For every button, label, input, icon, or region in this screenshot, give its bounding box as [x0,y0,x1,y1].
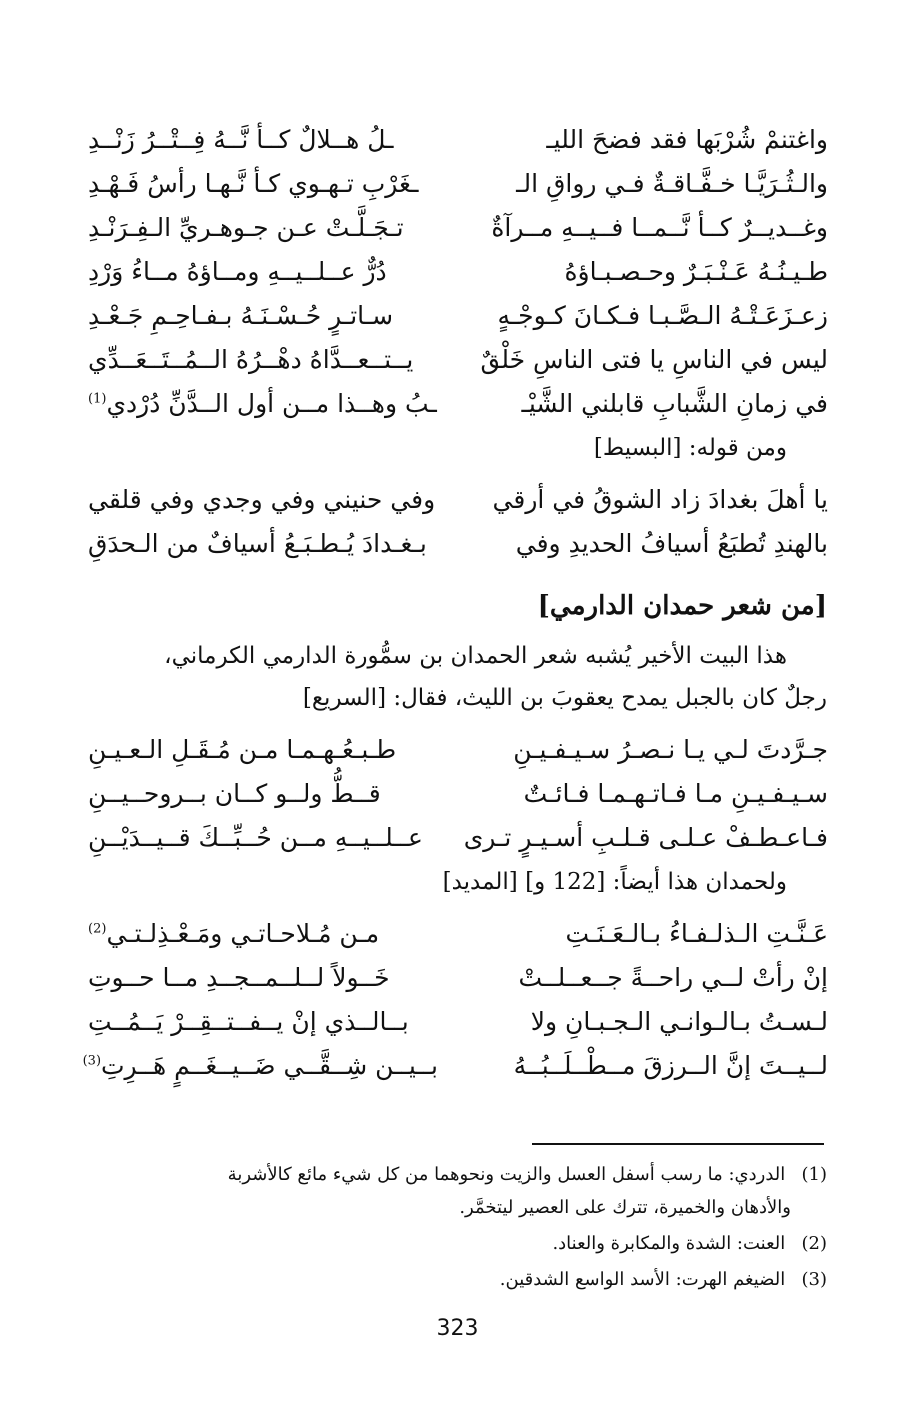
prose-line: رجلٌ كان بالجبل يمدح يعقوبَ بن الليث، فقال: [السريع] [302,685,827,711]
verse-left-hemistich: بــالــذي إنْ يــفــتــقِــرْ يَــمُــتِ [88,1007,409,1036]
verse-right-hemistich: عَـنَّـتِ الـذلـفـاءُ بـالـعَـنَـتِ [565,919,828,948]
verse-left-hemistich: يــتــعــدَّاهُ دهْــرُهُ الــمُــتَــعَــدِّي [88,345,414,374]
verse-right-hemistich: إنْ رأتْ لــي راحــةً جــعــلــتْ [518,963,828,992]
verse-row [88,382,828,426]
verse-row [88,956,828,1000]
footnote-continuation [56,1191,791,1224]
verse-right-hemistich: طـيـنُـهُ عَـنْـبَـرٌ وحـصـبـاؤهُ [564,257,828,286]
verse-row [88,912,828,956]
footnote-text: الضيغم الهرت: الأسد الواسع الشدقين. [499,1269,786,1290]
verse-left-hemistich: دُرٌّ عــلــيــهِ ومــاؤهُ مــاءُ وَرْدِ [88,257,387,286]
verse-left-hemistich: عــلــيــهِ مــن حُــبِّــكَ قــيــدَيْــنِ [88,823,423,852]
verse-right-hemistich: فـاعـطـفْ عـلـى قـلـبِ أسـيـرٍ تـرى [463,823,828,852]
verse-left-hemistich: قــطُّ ولــو كــان بــروحــيــنِ [88,779,381,808]
verse-row [88,206,828,250]
section-heading: [من شعر حمدان الدارمي] [537,591,827,621]
footnote-number: (3) [801,1269,827,1290]
page-number: 323 [436,1316,479,1341]
footnote-text: الدردي: ما رسب أسفل العسل والزيت ونحوهما من كل شيء مائع كالأشربة [227,1164,786,1185]
verse-left-hemistich [88,912,438,956]
verse-right-hemistich: يا أهلَ بغدادَ زاد الشوقُ في أرقي [492,485,828,514]
verse-right-hemistich: في زمانِ الشَّبابِ قابلني الشَّيْـ [521,389,828,418]
meter-intro: ولحمدان هذا أيضاً: [122 و] [المديد] [442,869,787,895]
footnote [92,1158,827,1191]
verse-right-hemistich: لـسـتُ بـالـوانـي الـجـبـانِ ولا [530,1007,828,1036]
verse-row [88,478,828,522]
verse-left-hemistich [82,1044,438,1088]
footnote-separator [532,1143,824,1145]
verse-text: مـن مُـلاحـاتـي ومَـعْـذِلـتـي [106,919,380,948]
verse-right-hemistich: زعـزَعَـتْـهُ الـصَّـبـا فـكـانَ كـوجْـهٍ [497,301,828,330]
verse-right-hemistich: لــيــتَ إنَّ الــرزقَ مــطْــلَــبُــهُ [513,1051,828,1080]
verse-left-hemistich: خَــولاً لــلــمــجــدِ مــا حــوتِ [88,963,390,992]
verse-left-hemistich: طـبـعُـهـمـا مـن مُـقَـلِ الـعـيـنِ [88,735,397,764]
footnote-ref: (3) [82,1053,102,1069]
footnote-number: (1) [801,1164,827,1185]
verse-row [88,772,828,816]
verse-right-hemistich: بالهندِ تُطبَعُ أسيافُ الحديدِ وفي [515,529,828,558]
verse-left-hemistich: تـجَـلَّـتْ عـن جـوهـريِّ الـفِـرَنْـدِ [88,213,404,242]
verse-right-hemistich: وغــديــرٌ كــأ نَّــمــا فــيــهِ مــرآةٌ [491,213,828,242]
verse-row [88,250,828,294]
footnote-number: (2) [801,1233,827,1254]
verse-row [88,1000,828,1044]
verse-row [88,816,828,860]
footnote-ref: (1) [88,391,107,407]
verse-row [88,118,828,162]
verse-right-hemistich: واغتنمْ شُرْبَها فقد فضحَ الليـ [546,125,828,154]
verse-row [88,162,828,206]
verse-left-hemistich: ـغَرْبِ تـهـوي كـأ نَّـهـا رأسُ فَـهْـدِ [88,169,419,198]
verse-right-hemistich: والـثُـرَيَّـا خـفَّـاقـةٌ فـي رواقِ الـ [516,169,828,198]
verse-row [88,338,828,382]
verse-left-hemistich: بـغـدادَ يُـطـبَـعُ أسيافٌ من الـحدَقِ [88,529,427,558]
meter-intro: ومن قوله: [البسيط] [593,435,787,461]
verse-row [88,294,828,338]
footnote [92,1263,827,1296]
prose-line: هذا البيت الأخير يُشبه شعر الحمدان بن سمُّورة الدارمي الكرماني، [164,643,787,669]
footnote-text: والأدهان والخميرة، تترك على العصير ليتخمَّر. [459,1197,791,1218]
footnote-text: العنت: الشدة والمكابرة والعناد. [552,1233,786,1254]
verse-right-hemistich: جـرَّدتَ لـي يـا نـصـرُ سـيـفـيـنِ [513,735,828,764]
verse-left-hemistich: سـاتـرٍ حُـسْـنَـهُ بـفـاحِـمِ جَـعْـدِ [88,301,394,330]
verse-row [88,728,828,772]
footnote-ref: (2) [88,921,107,937]
verse-left-hemistich [88,382,438,426]
verse-text: بــيــن شِــقَّــي ضَــيــغَــمٍ هَــرِتِ [101,1051,438,1080]
verse-left-hemistich: ـلُ هــلالٌ كــأ نَّــهُ فِــتْــرُ زَنْــدِ [88,125,394,154]
verse-row [82,1044,828,1088]
footnote [92,1227,827,1260]
verse-text: ـبُ وهــذا مــن أول الــدَّنِّ دُرْدي [106,389,437,418]
verse-left-hemistich: وفي حنيني وفي وجدي وفي قلقي [88,485,436,514]
verse-row [88,522,828,566]
verse-right-hemistich: سـيـفـيـنِ مـا فـاتـهـمـا فـائـتٌ [523,779,828,808]
verse-right-hemistich: ليس في الناسِ يا فتى الناسِ خَلْقٌ [480,345,828,374]
